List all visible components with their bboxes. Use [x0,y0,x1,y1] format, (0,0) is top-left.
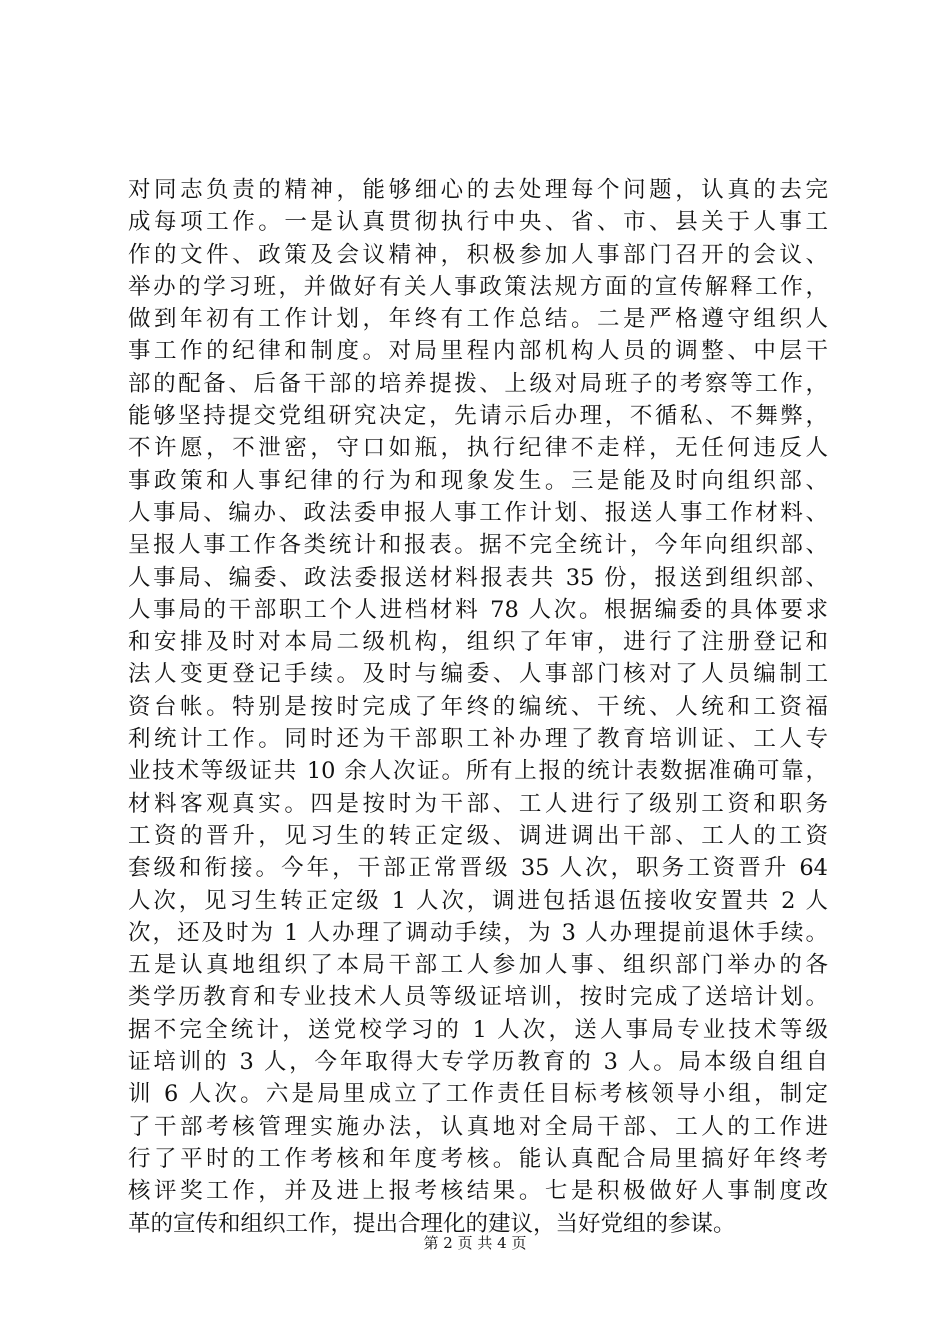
text-line: 业技术等级证共 10 余人次证。所有上报的统计表数据准确可靠， [128,758,828,785]
text-line: 据不完全统计，送党校学习的 1 人次，送人事局专业技术等级 [128,1016,828,1043]
text-line: 事工作的纪律和制度。对局里程内部机构人员的调整、中层干 [128,338,828,365]
text-line: 证培训的 3 人，今年取得大专学历教育的 3 人。局本级自组自 [128,1049,828,1076]
text-line: 成每项工作。一是认真贯彻执行中央、省、市、县关于人事工 [128,209,828,236]
text-line: 人事局、编委、政法委报送材料报表共 35 份，报送到组织部、 [128,564,828,591]
text-line: 部的配备、后备干部的培养提拨、上级对局班子的考察等工作， [128,370,828,397]
text-line: 人事局的干部职工个人进档材料 78 人次。根据编委的具体要求 [128,596,828,623]
text-line: 事政策和人事纪律的行为和现象发生。三是能及时向组织部、 [128,467,828,494]
text-line: 呈报人事工作各类统计和报表。据不完全统计，今年向组织部、 [128,532,828,559]
text-line: 核评奖工作，并及进上报考核结果。七是积极做好人事制度改 [128,1178,828,1205]
text-line: 能够坚持提交党组研究决定，先请示后办理，不循私、不舞弊， [128,403,828,430]
text-line: 资台帐。特别是按时完成了年终的编统、干统、人统和工资福 [128,693,828,720]
text-line: 了干部考核管理实施办法，认真地对全局干部、工人的工作进 [128,1113,828,1140]
text-line: 人次，见习生转正定级 1 人次，调进包括退伍接收安置共 2 人 [128,887,828,914]
text-line: 行了平时的工作考核和年度考核。能认真配合局里搞好年终考 [128,1145,828,1172]
text-line: 作的文件、政策及会议精神，积极参加人事部门召开的会议、 [128,241,828,268]
page-footer: 第 2 页 共 4 页 [423,1234,527,1252]
text-line: 举办的学习班，并做好有关人事政策法规方面的宣传解释工作， [128,273,828,300]
text-line: 五是认真地组织了本局干部工人参加人事、组织部门举办的各 [128,952,828,979]
text-line: 不许愿，不泄密，守口如瓶，执行纪律不走样，无任何违反人 [128,435,828,462]
text-line: 套级和衔接。今年，干部正常晋级 35 人次，职务工资晋升 64 [128,855,828,882]
text-line: 法人变更登记手续。及时与编委、人事部门核对了人员编制工 [128,661,828,688]
text-line: 人事局、编办、政法委申报人事工作计划、报送人事工作材料、 [128,499,828,526]
text-line: 训 6 人次。六是局里成立了工作责任目标考核领导小组，制定 [128,1081,828,1108]
text-line: 做到年初有工作计划，年终有工作总结。二是严格遵守组织人 [128,306,828,333]
text-line: 次，还及时为 1 人办理了调动手续，为 3 人办理提前退休手续。 [128,919,828,946]
text-line: 材料客观真实。四是按时为干部、工人进行了级别工资和职务 [128,790,828,817]
text-line: 和安排及时对本局二级机构，组织了年审，进行了注册登记和 [128,629,828,656]
text-line: 对同志负责的精神，能够细心的去处理每个问题，认真的去完 [128,177,828,203]
text-line: 工资的晋升，见习生的转正定级、调进调出干部、工人的工资 [128,822,828,849]
text-line: 利统计工作。同时还为干部职工补办理了教育培训证、工人专 [128,726,828,753]
body-paragraph [128,174,828,1240]
text-line: 类学历教育和专业技术人员等级证培训，按时完成了送培计划。 [128,984,828,1011]
text-line: 革的宣传和组织工作，提出合理化的建议，当好党组的参谋。 [128,1210,736,1237]
